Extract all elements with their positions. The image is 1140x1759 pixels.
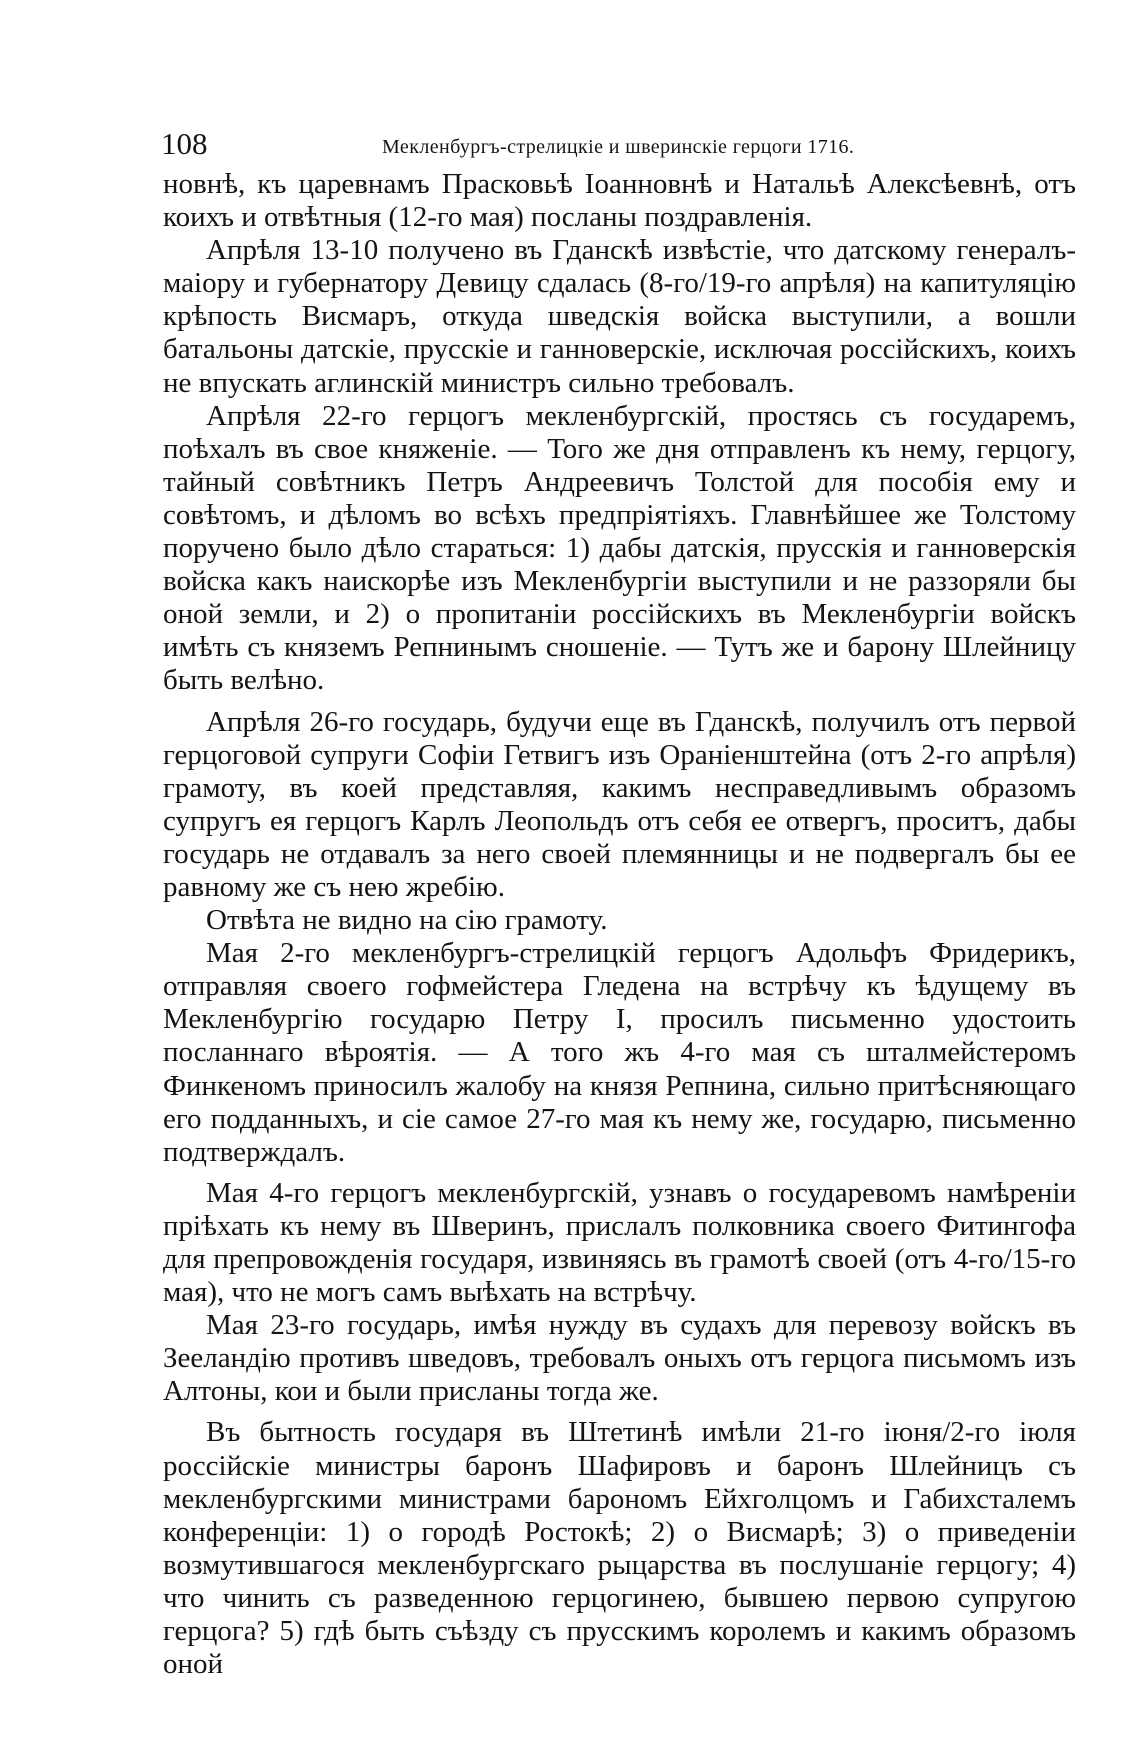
paragraph-april-26: Апрѣля 26-го государь, будучи еще въ Гданскѣ, получилъ отъ первой герцоговой супруги Софіи Гетвигъ изъ Ораніенштейна (отъ 2-го апрѣля) грамоту, въ коей представляя, какимъ несправедливымъ образомъ супругъ ея герцогъ Карлъ Леопольдъ отъ себя ее отвергъ, проситъ, дабы государь не отдавалъ за него своей племянницы и не подвергалъ бы ее равному же съ нею жребію.: [163, 705, 1076, 903]
paragraph-continuation: новнѣ, къ царевнамъ Прасковьѣ Іоанновнѣ и Натальѣ Алексѣевнѣ, отъ коихъ и отвѣтныя (12-го мая) посланы поздравленія.: [163, 168, 1076, 234]
running-title: Мекленбургъ-стрелицкіе и шверинскіе герцоги 1716.: [382, 136, 855, 158]
paragraph-may-4: Мая 4-го герцогъ мекленбургскій, узнавъ о государевомъ намѣреніи пріѣхать къ нему въ Шверинъ, прислалъ полковника своего Фитингофа для препровожденія государя, извиняясь въ грамотѣ своей (отъ 4-го/15-го мая), что не могъ самъ выѣхать на встрѣчу.: [163, 1176, 1076, 1309]
paragraph-may-2: Мая 2-го мекленбургъ-стрелицкій герцогъ Адольфъ Фридерикъ, отправляя своего гофмейстера Гледена на встрѣчу къ ѣдущему въ Мекленбургію государю Петру I, просилъ письменно удостоить посланнаго вѣроятія. — А того жъ 4-го мая съ шталмейстеромъ Финкеномъ приносилъ жалобу на князя Репнина, сильно притѣсняющаго его подданныхъ, и сіе самое 27-го мая къ нему же, государю, письменно подтверждалъ.: [163, 937, 1076, 1168]
paragraph-stettin-conference: Въ бытность государя въ Штетинѣ имѣли 21-го іюня/2-го іюля россійскіе министры баронъ Шафировъ и баронъ Шлейницъ съ мекленбургскими министрами барономъ Ейхголцомъ и Габихсталемъ конференціи: 1) о городѣ Ростокѣ; 2) о Висмарѣ; 3) о приведеніи возмутившагося мекленбургскаго рыцарства въ послушаніе герцогу; 4) что чинить съ разведенною герцогинею, бывшею первою супругою герцога? 5) гдѣ быть съѣзду съ прусскимъ королемъ и какимъ образомъ оной: [163, 1416, 1076, 1681]
paragraph-april-13: Апрѣля 13-10 получено въ Гданскѣ извѣстіе, что датскому генералъ-маіору и губернатору Девицу сдалась (8-го/19-го апрѣля) на капитуляцію крѣпость Висмаръ, откуда шведскія войска выступили, а вошли батальоны датскіе, прусскіе и ганноверскіе, исключая россійскихъ, коихъ не впускать аглинскій министръ сильно требовалъ.: [163, 234, 1076, 399]
page: [163, 118, 1076, 1681]
paragraph-april-22: Апрѣля 22-го герцогъ мекленбургскій, простясь съ государемъ, поѣхалъ въ свое княженіе. — Того же дня отправленъ къ нему, герцогу, тайный совѣтникъ Петръ Андреевичъ Толстой для пособія ему и совѣтомъ, и дѣломъ во всѣхъ предпріятіяхъ. Главнѣйшее же Толстому поручено было дѣло стараться: 1) дабы датскія, прусскія и ганноверскія войска какъ наискорѣе изъ Мекленбургіи выступили и не раззоряли бы оной земли, и 2) о пропитаніи россійскихъ въ Мекленбургіи войскъ имѣть съ княземъ Репнинымъ сношеніе. — Тутъ же и барону Шлейницу быть велѣно.: [163, 399, 1076, 697]
page-number: 108: [161, 126, 208, 161]
paragraph-may-23: Мая 23-го государь, имѣя нужду въ судахъ для перевозу войскъ въ Зееландію противъ шведовъ, требовалъ оныхъ отъ герцога письмомъ изъ Алтоны, кои и были присланы тогда же.: [163, 1309, 1076, 1408]
running-head: [163, 118, 1076, 166]
paragraph-no-answer: Отвѣта не видно на сію грамоту.: [206, 904, 608, 937]
body-text: [163, 168, 1076, 1681]
